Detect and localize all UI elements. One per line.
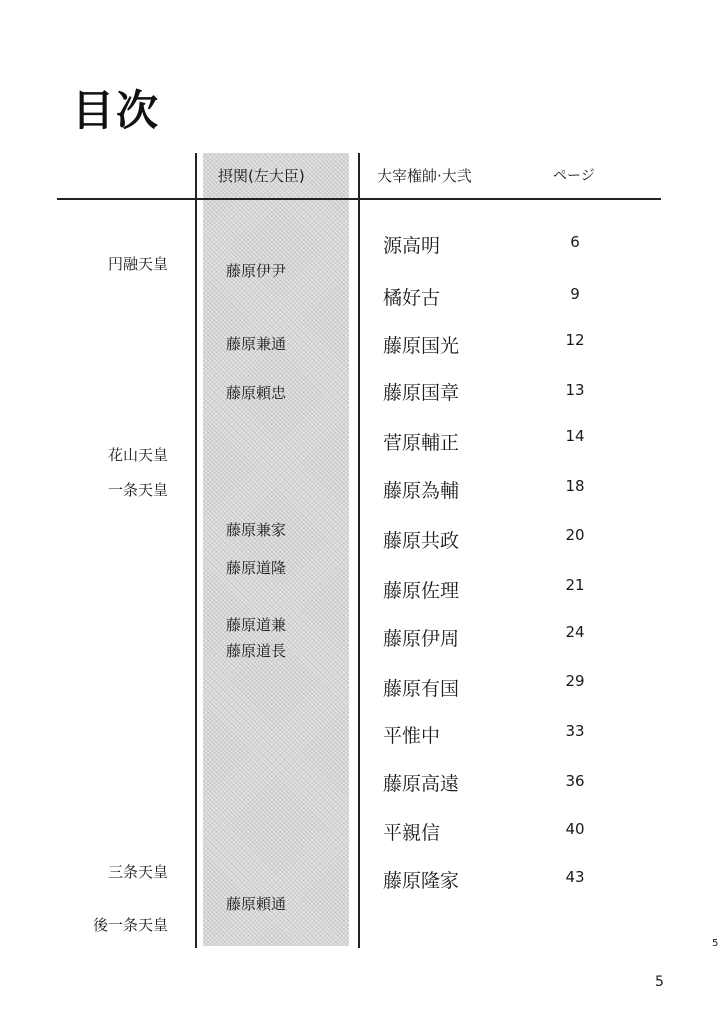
official-name: 藤原佐理 — [383, 580, 460, 602]
official-name: 源高明 — [383, 235, 441, 257]
page-ref: 43 — [565, 868, 585, 886]
header-rule — [57, 198, 661, 200]
official-name: 橘好古 — [383, 287, 441, 309]
header-dazaifu: 大宰権帥·大弐 — [377, 167, 472, 185]
sekkan-name: 藤原兼家 — [226, 521, 287, 539]
sekkan-name: 藤原道長 — [226, 642, 287, 660]
sekkan-name: 藤原頼忠 — [226, 384, 287, 402]
page-ref: 21 — [565, 576, 585, 594]
official-name: 藤原国章 — [383, 382, 460, 404]
page-ref: 12 — [565, 331, 585, 349]
sekkan-name: 藤原道兼 — [226, 616, 287, 634]
header-sekkan: 摂関(左大臣) — [218, 167, 305, 185]
official-name: 藤原国光 — [383, 335, 460, 357]
official-name: 藤原為輔 — [383, 480, 460, 502]
sekkan-name: 藤原頼通 — [226, 895, 287, 913]
page-title: 目次 — [72, 86, 161, 135]
page-ref: 6 — [570, 233, 580, 251]
official-name: 藤原有国 — [383, 678, 460, 700]
page-ref: 33 — [565, 722, 585, 740]
page-ref: 36 — [565, 772, 585, 790]
page-ref: 24 — [565, 623, 585, 641]
page-number: 5 — [655, 974, 664, 990]
official-name: 藤原高遠 — [383, 773, 460, 795]
emperor-label: 一条天皇 — [107, 481, 168, 499]
page-ref: 13 — [565, 381, 585, 399]
sekkan-name: 藤原伊尹 — [226, 262, 287, 280]
side-page-number: 5 — [712, 938, 719, 949]
page-ref: 14 — [565, 427, 585, 445]
emperor-label: 円融天皇 — [107, 255, 168, 273]
emperor-label: 花山天皇 — [107, 446, 168, 464]
sekkan-name: 藤原道隆 — [226, 559, 287, 577]
official-name: 菅原輔正 — [383, 432, 460, 454]
official-name: 藤原隆家 — [383, 870, 460, 892]
page-ref: 40 — [565, 820, 585, 838]
official-name: 藤原伊周 — [383, 628, 460, 650]
emperor-label: 後一条天皇 — [92, 916, 168, 934]
page-ref: 20 — [565, 526, 585, 544]
official-name: 藤原共政 — [383, 530, 460, 552]
column-divider-right — [358, 153, 360, 948]
column-divider-left — [195, 153, 197, 948]
header-page: ページ — [553, 168, 595, 184]
page-ref: 18 — [565, 477, 585, 495]
sekkan-name: 藤原兼通 — [226, 335, 287, 353]
page-ref: 9 — [570, 285, 580, 303]
page-ref: 29 — [565, 672, 585, 690]
emperor-label: 三条天皇 — [107, 863, 168, 881]
official-name: 平親信 — [383, 822, 441, 844]
official-name: 平惟中 — [383, 725, 441, 747]
